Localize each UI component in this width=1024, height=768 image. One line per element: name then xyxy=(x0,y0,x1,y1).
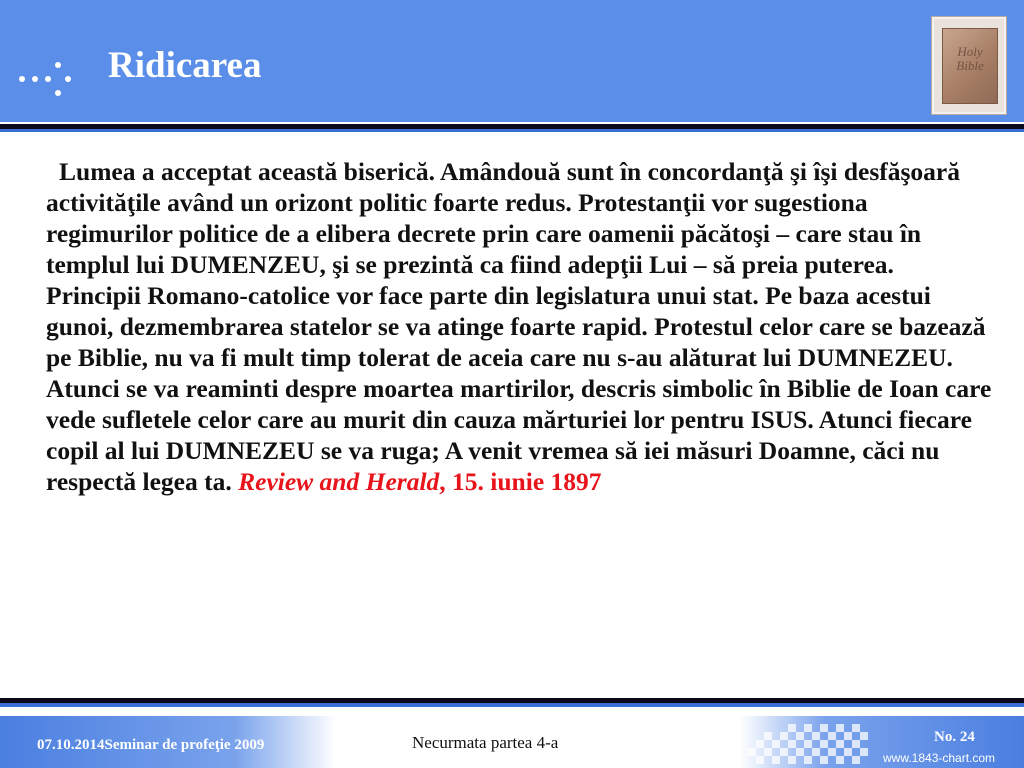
body-paragraph: Lumea a acceptat această biserică. Amândouă sunt în concordanţă şi îşi desfăşoară activităţile având un orizont politic foarte redus. Protestanţii vor sugestiona regimurilor politice de a elibera decrete prin care oamenii păcătoşi – care stau în templul lui DUMENZEU, şi se prezintă ca fiind adepţii Lui – să preia puterea. Principii Romano-catolice vor face parte din legislatura unui stat. Pe baza acestui gunoi, dezmembrarea statelor se va atinge foarte rapid. Protestul celor care se bazează pe Biblie, nu va fi mult timp tolerat de aceia care nu s-au alăturat lui DUMNEZEU. Atunci se va reaminti despre moartea martirilor, descris simbolic în Biblie de Ioan care vede sufletele celor care au murit din cauza mărturiei lor pentru ISUS. Atunci fiecare copil al lui DUMNEZEU se va ruga; A venit vremea să iei măsuri Doamne, căci nu respectă legea ta. xyxy=(46,157,992,496)
slide-title: Ridicarea xyxy=(108,45,262,86)
header-divider-accent xyxy=(0,129,1024,132)
citation-title: Review and Herald xyxy=(238,467,440,496)
dots-decoration-icon xyxy=(18,55,78,105)
bible-cover-text: Holy Bible xyxy=(956,44,984,73)
citation-date: , 15. iunie 1897 xyxy=(439,467,602,496)
bible-book-icon xyxy=(932,17,1006,114)
footer-divider-accent xyxy=(0,703,1024,707)
bible-cover xyxy=(942,28,998,104)
footer-center-text: Necurmata partea 4-a xyxy=(412,733,559,752)
footer-date-seminar: 07.10.2014Seminar de profeţie 2009 xyxy=(37,737,265,753)
slide-body-text xyxy=(46,156,994,497)
citation xyxy=(238,467,601,496)
footer-url: www.1843-chart.com xyxy=(883,751,996,765)
checker-pattern-icon xyxy=(748,720,868,768)
slide-number: No. 24 xyxy=(934,729,975,745)
